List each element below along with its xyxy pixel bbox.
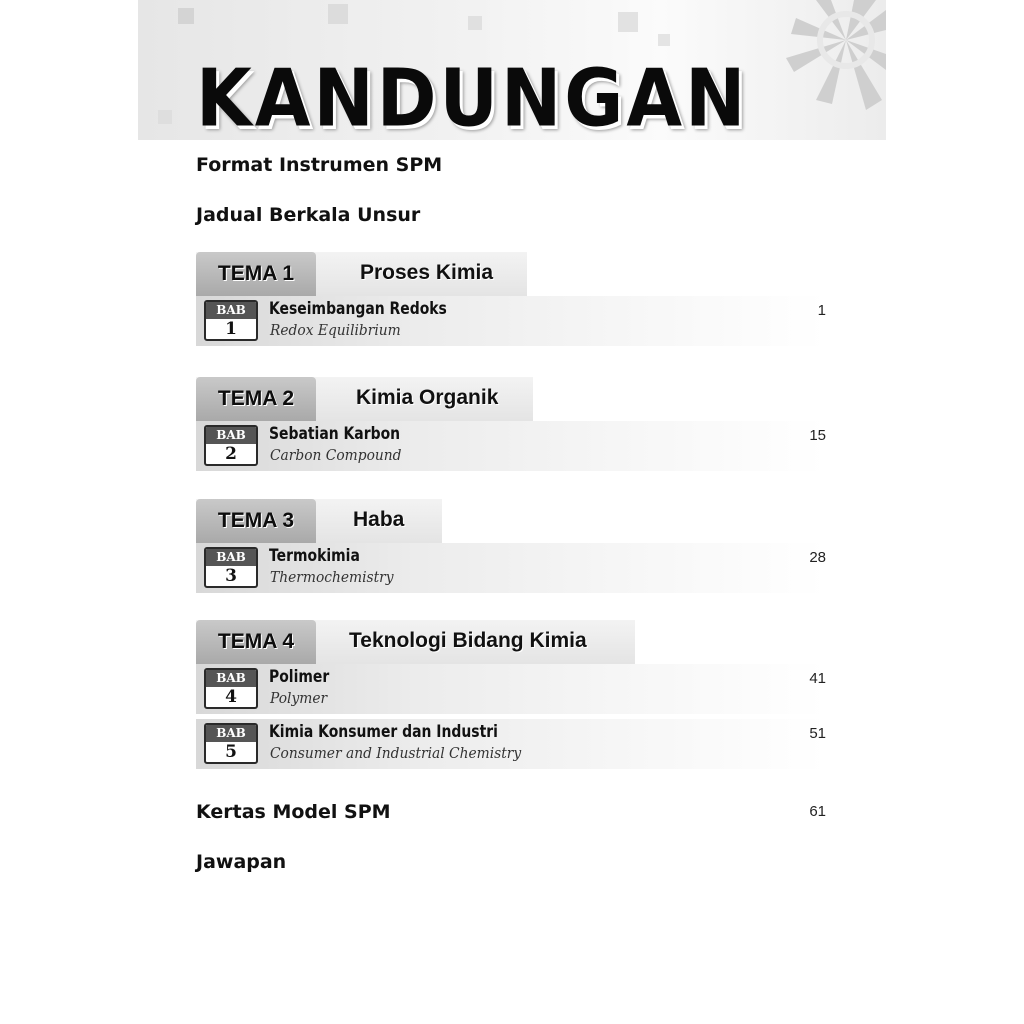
tema-title: Haba <box>353 508 405 531</box>
bab-number: 3 <box>225 566 237 586</box>
tema-header <box>196 499 442 543</box>
bab-number: 4 <box>225 687 237 707</box>
bab-word: BAB <box>206 725 256 742</box>
tema-tag: TEMA 2 <box>196 377 316 421</box>
tema-title: Kimia Organik <box>356 386 499 409</box>
toc-entry-bab[interactable] <box>196 664 826 714</box>
bab-english-title: Polymer <box>270 689 328 707</box>
bab-english-title: Redox Equilibrium <box>270 321 401 339</box>
decor-square <box>178 8 194 24</box>
tema-header <box>196 252 527 296</box>
bab-title: Keseimbangan Redoks <box>269 299 447 319</box>
radial-decoration-icon <box>736 0 886 140</box>
decor-square <box>658 34 670 46</box>
toc-entry-bab[interactable] <box>196 296 826 346</box>
decor-square <box>618 12 638 32</box>
page-number: 28 <box>809 549 826 566</box>
toc-entry-bab[interactable] <box>196 719 826 769</box>
bab-title: Kimia Konsumer dan Industri <box>269 722 498 742</box>
tema-tag: TEMA 3 <box>196 499 316 543</box>
bab-word: BAB <box>206 427 256 444</box>
tema-title: Proses Kimia <box>360 261 494 284</box>
bab-badge <box>204 300 258 341</box>
decor-square <box>468 16 482 30</box>
tema-tag: TEMA 4 <box>196 620 316 664</box>
tema-header <box>196 377 533 421</box>
page-number: 1 <box>817 302 826 319</box>
toc-entry-kertas-model[interactable]: Kertas Model SPM <box>196 801 391 823</box>
toc-entry-bab[interactable] <box>196 543 826 593</box>
page-number: 61 <box>809 803 826 820</box>
page-title: KANDUNGAN <box>196 52 749 145</box>
page-number: 51 <box>809 725 826 742</box>
tema-title: Teknologi Bidang Kimia <box>349 629 587 652</box>
bab-badge <box>204 668 258 709</box>
decor-square <box>158 110 172 124</box>
toc-entry-format-instrumen[interactable]: Format Instrumen SPM <box>196 154 443 176</box>
bab-word: BAB <box>206 670 256 687</box>
tema-tag: TEMA 1 <box>196 252 316 296</box>
page-number: 41 <box>809 670 826 687</box>
decor-square <box>328 4 348 24</box>
bab-english-title: Carbon Compound <box>270 446 402 464</box>
bab-english-title: Consumer and Industrial Chemistry <box>270 744 522 762</box>
bab-badge <box>204 547 258 588</box>
bab-title: Sebatian Karbon <box>269 424 401 444</box>
bab-number: 2 <box>225 444 237 464</box>
bab-word: BAB <box>206 549 256 566</box>
page-number: 15 <box>809 427 826 444</box>
tema-header <box>196 620 635 664</box>
bab-english-title: Thermochemistry <box>270 568 394 586</box>
toc-entry-bab[interactable] <box>196 421 826 471</box>
bab-number: 5 <box>225 742 237 762</box>
toc-entry-jawapan[interactable]: Jawapan <box>196 851 287 873</box>
bab-title: Termokimia <box>269 546 360 566</box>
bab-word: BAB <box>206 302 256 319</box>
bab-number: 1 <box>225 319 237 339</box>
toc-entry-jadual-berkala[interactable]: Jadual Berkala Unsur <box>196 204 421 226</box>
bab-badge <box>204 723 258 764</box>
bab-badge <box>204 425 258 466</box>
bab-title: Polimer <box>269 667 330 687</box>
